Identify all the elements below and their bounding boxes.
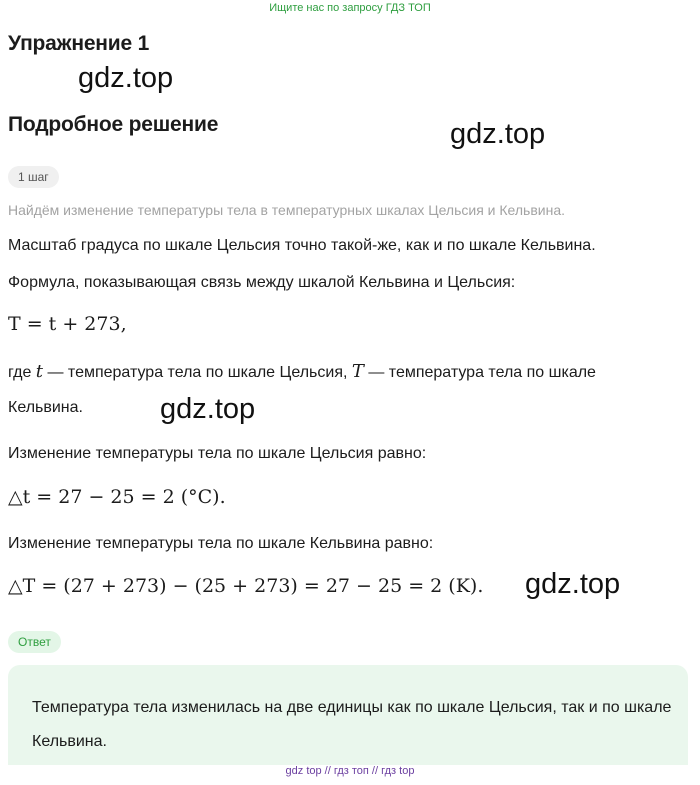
top-banner[interactable]: Ищите нас по запросу ГДЗ ТОП [269, 2, 431, 14]
kelvin-intro: Изменение температуры тела по шкале Кельвина равно: [8, 535, 434, 552]
where-mid: — температура тела по шкале Цельсия, [43, 364, 352, 381]
where-T-symbol: T [351, 361, 364, 382]
where-prefix: где [8, 364, 36, 381]
watermark-2: gdz.top [450, 118, 546, 150]
answer-text: Температура тела изменилась на две единицы как по шкале Цельсия, так и по шкале Кельвина. [32, 699, 672, 750]
footer-links[interactable]: gdz top // гдз топ // гдз top [285, 765, 415, 777]
exercise-title: Упражнение 1 [8, 32, 150, 55]
step-badge: 1 шаг [8, 166, 59, 188]
where-line [8, 360, 596, 385]
formula-intro: Формула, показывающая связь между шкалой Кельвина и Цельсия: [8, 274, 516, 291]
watermark-1: gdz.top [78, 62, 174, 94]
celsius-intro: Изменение температуры тела по шкале Цельсия равно: [8, 445, 427, 462]
answer-box [8, 665, 688, 765]
step-intro: Найдём изменение температуры тела в температурных шкалах Цельсия и Кельвина. [8, 202, 565, 218]
kelvin-celsius-formula: T = t + 273, [8, 313, 127, 335]
celsius-formula: △t = 27 − 25 = 2 (°C). [8, 486, 226, 508]
scale-note: Масштаб градуса по шкале Цельсия точно такой-же, как и по шкале Кельвина. [8, 237, 596, 254]
watermark-4: gdz.top [525, 568, 621, 600]
where-suffix: — температура тела по шкале [363, 364, 596, 381]
answer-badge: Ответ [8, 631, 61, 653]
solution-heading: Подробное решение [8, 113, 219, 136]
kelvin-formula: △T = (27 + 273) − (25 + 273) = 27 − 25 = 2 (K). [8, 575, 484, 597]
where-continuation: Кельвина. [8, 399, 83, 416]
where-t-symbol: t [35, 361, 44, 382]
watermark-3: gdz.top [160, 393, 256, 425]
